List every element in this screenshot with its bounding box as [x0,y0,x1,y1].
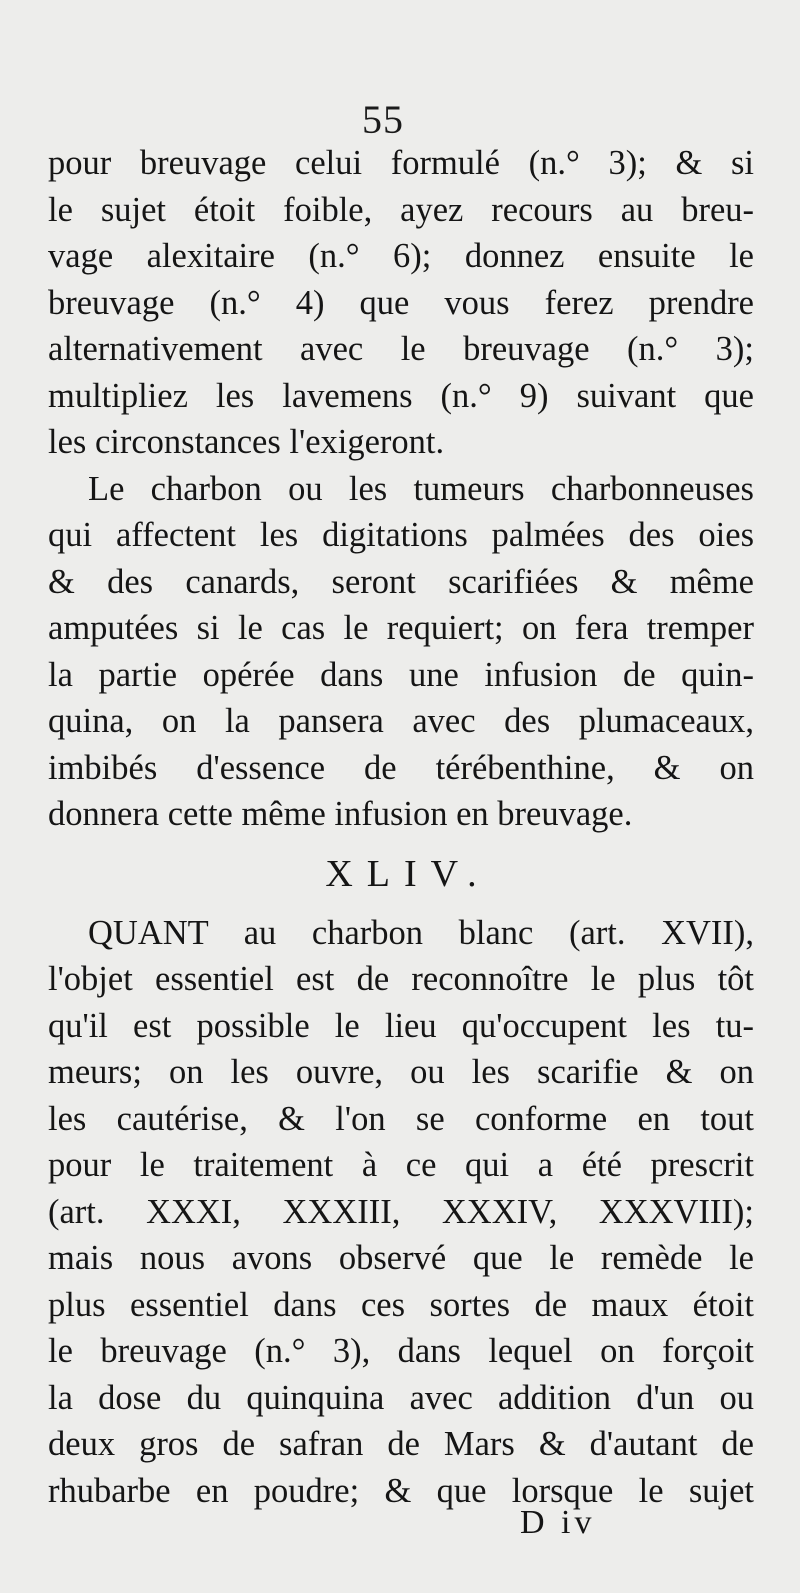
text-line: pour le traitement à ce qui a été prescrit [48,1146,754,1184]
text-line: quina, on la pansera avec des plumaceaux, [48,702,754,740]
catchword: D iv [520,1504,596,1541]
text-line: la partie opérée dans une infusion de quin- [48,655,754,694]
page-number: 55 [362,97,404,142]
paragraph-3 [48,910,754,1515]
text-line: deux gros de safran de Mars & d'autant de [48,1425,754,1463]
text-line: les circonstances l'exigeront. [48,423,445,461]
text-line: plus essentiel dans ces sortes de maux étoit [48,1285,754,1324]
text-line: l'objet essentiel est de reconnoître le plus tôt [48,960,754,998]
text-line: imbibés d'essence de térébenthine, & on [48,748,754,787]
text-line: QUANT au charbon blanc (art. XVII), [88,913,754,952]
text-line: le breuvage (n.° 3), dans lequel on forçoit [48,1332,754,1370]
text-line: multipliez les lavemens (n.° 9) suivant que [48,376,754,415]
text-line: breuvage (n.° 4) que vous ferez prendre [48,283,754,322]
text-line: les cautérise, & l'on se conforme en tout [48,1099,754,1138]
text-line: amputées si le cas le requiert; on fera tremper [48,609,754,647]
paragraph-2 [48,466,754,838]
text-line: meurs; on les ouvre, ou les scarifie & on [48,1053,754,1091]
text-line: & des canards, seront scarifiées & même [48,562,754,601]
section-heading: XLIV. [325,852,491,895]
text-line: la dose du quinquina avec addition d'un ou [48,1378,754,1417]
text-line: alternativement avec le breuvage (n.° 3); [48,330,754,368]
text-line: Le charbon ou les tumeurs charbonneuses [88,469,754,508]
paragraph-1 [48,140,754,466]
text-line: donnera cette même infusion en breuvage. [48,795,633,833]
text-line: pour breuvage celui formulé (n.° 3); & si [48,144,754,182]
text-line: rhubarbe en poudre; & que lorsque le sujet [48,1471,754,1510]
text-line: qui affectent les digitations palmées des oies [48,516,754,554]
body-text [48,140,754,1514]
text-line: mais nous avons observé que le remède le [48,1239,754,1277]
text-line: vage alexitaire (n.° 6); donnez ensuite le [48,237,754,275]
text-line: qu'il est possible le lieu qu'occupent les tu- [48,1006,754,1045]
text-line: (art. XXXI, XXXIII, XXXIV, XXXVIII); [48,1192,754,1231]
text-line: le sujet étoit foible, ayez recours au breu- [48,190,754,229]
